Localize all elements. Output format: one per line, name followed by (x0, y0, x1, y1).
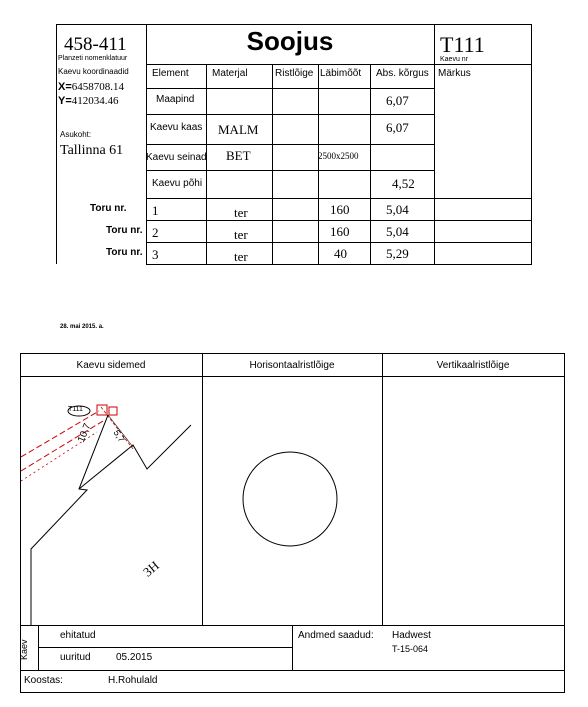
pipe-number: 2 (152, 225, 159, 240)
col-abs-height: Abs. kõrgus (376, 68, 429, 79)
pipe-label: Toru nr. (106, 225, 143, 236)
data-source-label: Andmed saadud: (298, 630, 374, 641)
plan-dimension-1: 10,7 (76, 421, 94, 445)
pipe-diameter: 40 (334, 246, 347, 261)
y-value: 412034.46 (71, 95, 119, 107)
row-material: BET (226, 148, 251, 163)
plan-well-tag: T111 (68, 406, 83, 413)
pipe-abs: 5,04 (386, 224, 409, 239)
row-element: Kaevu kaas (150, 122, 203, 133)
col-diameter: Läbimõõt (320, 68, 362, 79)
connections-plan (21, 377, 202, 625)
section-vertical-title: Vertikaalristlõige (436, 360, 510, 371)
surveyed-label: uuritud (60, 652, 91, 663)
col-element: Element (152, 68, 189, 79)
pipe-number: 3 (152, 247, 159, 262)
pipe-abs: 5,04 (386, 202, 409, 217)
row-diameter: 2500x2500 (318, 151, 359, 161)
row-abs: 6,07 (386, 93, 409, 108)
author-name: H.Rohulald (108, 675, 158, 686)
pipe-material: ter (234, 249, 248, 264)
row-element: Kaevu põhi (152, 178, 203, 189)
footer-side-label: Kaev (19, 639, 29, 660)
pipe-number: 1 (152, 203, 159, 218)
well-number-label: Kaevu nr (440, 56, 469, 63)
y-coordinate (58, 95, 119, 107)
document-date: 28. mai 2015. a. (60, 324, 104, 330)
data-source-reference: T-15-064 (392, 644, 429, 654)
row-abs: 4,52 (392, 176, 415, 191)
well-number: T111 (440, 32, 485, 57)
nomenclature-label: Planzeti nomenklatuur (58, 55, 128, 62)
x-value: 6458708.14 (71, 81, 125, 93)
data-source-company: Hadwest (392, 630, 431, 641)
page-title: Soojus (246, 26, 334, 56)
plan-building-number: 3H (140, 557, 162, 580)
x-label: X= (58, 81, 72, 93)
row-abs: 6,07 (386, 120, 409, 135)
pipe-abs: 5,29 (386, 246, 409, 261)
pipe-material: ter (234, 205, 248, 220)
surveyed-date: 05.2015 (116, 652, 153, 663)
section-horizontal-title: Horisontaalristlõige (249, 360, 335, 371)
pipe-diameter: 160 (330, 224, 350, 239)
x-coordinate (58, 81, 124, 93)
row-element: Kaevu seinad (146, 152, 207, 163)
y-label: Y= (58, 95, 72, 107)
coords-label: Kaevu koordinaadid (58, 67, 129, 76)
col-material: Materjal (212, 68, 248, 79)
plan-dimension-2: 5,7 (111, 428, 127, 444)
nomenclature-number: 458-411 (64, 34, 127, 55)
pipe-label: Toru nr. (90, 203, 127, 214)
row-material: MALM (218, 122, 259, 137)
row-element: Maapind (156, 94, 195, 105)
horizontal-section-circle (242, 450, 338, 548)
author-label: Koostas: (24, 675, 63, 686)
col-cross-section: Ristlõige (275, 68, 314, 79)
location-value: Tallinna 61 (60, 143, 124, 158)
col-note: Märkus (438, 68, 471, 79)
pipe-label: Toru nr. (106, 247, 143, 258)
pipe-diameter: 160 (330, 202, 350, 217)
location-label: Asukoht: (60, 130, 92, 139)
pipe-material: ter (234, 227, 248, 242)
section-connections-title: Kaevu sidemed (76, 360, 146, 371)
built-label: ehitatud (60, 630, 96, 641)
